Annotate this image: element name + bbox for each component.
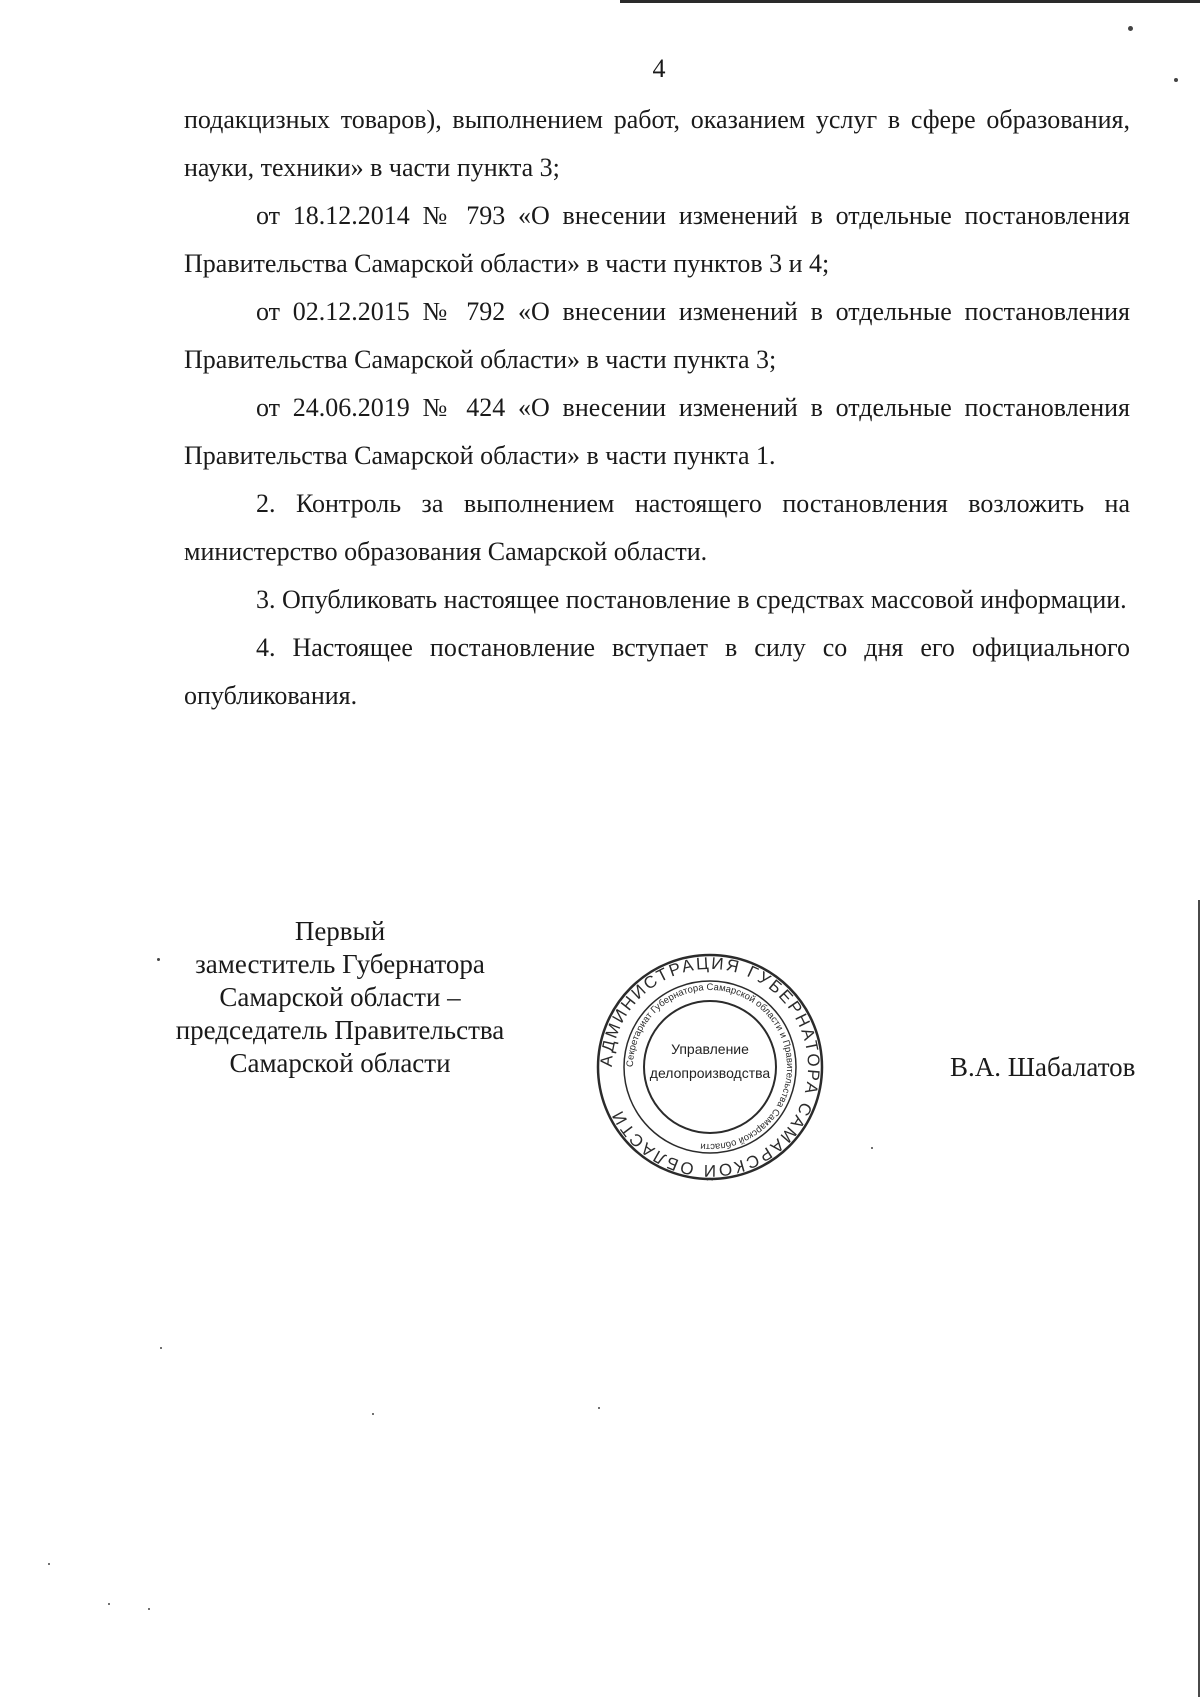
paragraph-item-3: 3. Опубликовать настоящее постановление в средствах массовой информации.	[256, 585, 1127, 614]
scan-speck	[598, 1407, 600, 1409]
signatory-position	[140, 915, 540, 1080]
scan-speck	[157, 958, 160, 961]
seal-center-line: делопроизводства	[649, 1065, 771, 1081]
paragraph-item-4: 4. Настоящее постановление вступает в силу со дня его официального опубликования.	[184, 633, 1130, 710]
signatory-position-line: заместитель Губернатора	[195, 949, 485, 979]
paragraph-continuation: подакцизных товаров), выполнением работ, оказанием услуг в сфере образования, науки, техники» в части пункта 3;	[184, 105, 1130, 182]
scan-speck	[108, 1603, 110, 1605]
top-border-line	[620, 0, 1200, 3]
signatory-position-line: Самарской области –	[219, 982, 461, 1012]
signatory-position-line: председатель Правительства	[175, 1015, 505, 1045]
seal-inner-text: Секретариат Губернатора Самарской области и Правительства Самарской области	[624, 981, 796, 1153]
seal-outer-text: АДМИНИСТРАЦИЯ ГУБЕРНАТОРА САМАРСКОЙ ОБЛАСТИ	[596, 953, 824, 1181]
paragraph-item-2: 2. Контроль за выполнением настоящего постановления возложить на министерство образования Самарской области.	[184, 489, 1130, 566]
scan-speck	[372, 1413, 374, 1415]
scan-speck	[871, 1147, 873, 1149]
paragraph-decree-2015: от 02.12.2015 № 792 «О внесении изменений в отдельные постановления Правительства Самарской области» в части пункта 3;	[184, 297, 1130, 374]
paragraph-decree-2019: от 24.06.2019 № 424 «О внесении изменений в отдельные постановления Правительства Самарской области» в части пункта 1.	[184, 393, 1130, 470]
scan-speck	[160, 1347, 162, 1349]
paragraph-decree-2014: от 18.12.2014 № 793 «О внесении изменений в отдельные постановления Правительства Самарской области» в части пунктов 3 и 4;	[184, 201, 1130, 278]
signatory-name: В.А. Шабалатов	[950, 1052, 1136, 1082]
document-body	[184, 96, 1130, 720]
scan-speck	[1128, 26, 1133, 31]
page-number: 4	[652, 54, 666, 83]
seal-center-line: Управление	[671, 1041, 749, 1057]
signatory-position-line: Первый	[294, 916, 386, 946]
scan-speck	[148, 1608, 150, 1610]
scan-speck	[48, 1563, 50, 1565]
scan-speck	[1174, 78, 1178, 82]
signatory-position-line: Самарской области	[229, 1048, 451, 1078]
seal-center-text	[647, 1037, 773, 1085]
